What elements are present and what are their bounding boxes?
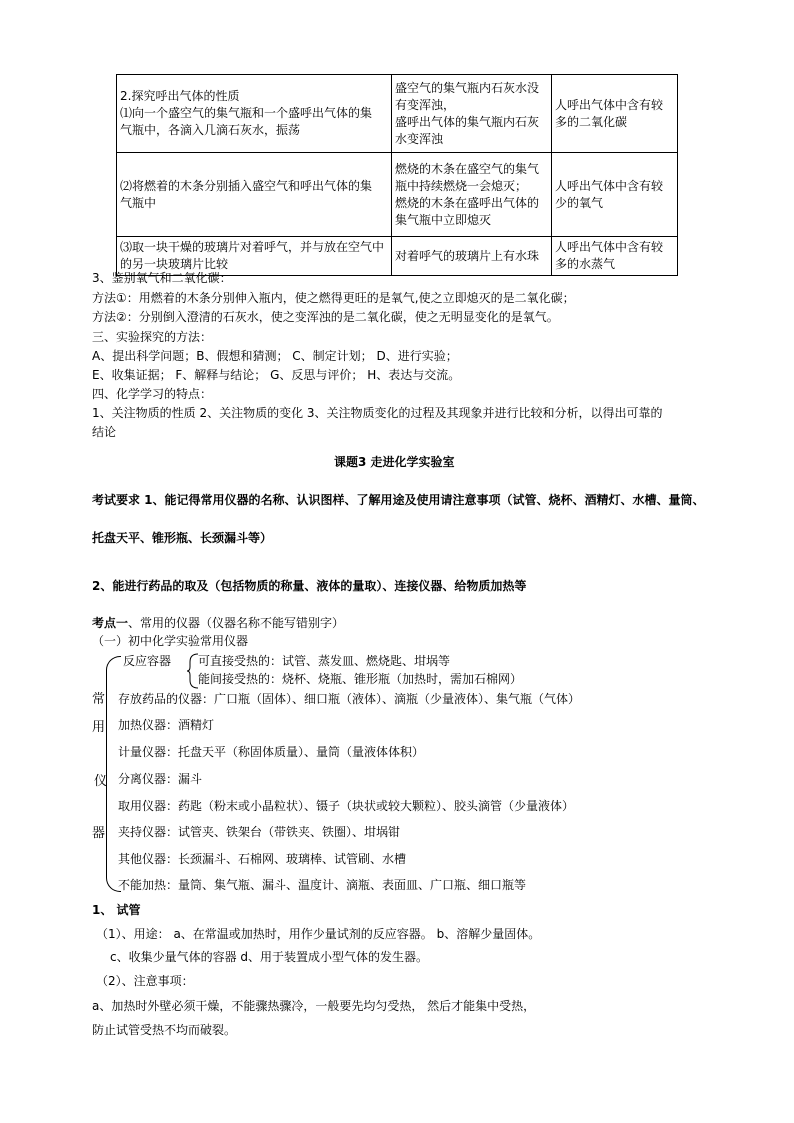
kaodian-title-rest: 、常用的仪器（仪器名称不能写错别字） <box>128 616 345 630</box>
instrument-holding: 夹持仪器：试管夹、铁架台（带铁夹、铁圈）、坩埚钳 <box>118 825 401 839</box>
conclusion-cell <box>552 237 678 276</box>
features-line1: 1、关注物质的性质 2、关注物质的变化 3、关注物质变化的过程及其现象并进行比较和分析，以得出可靠的 <box>92 406 663 420</box>
conclusion-cell <box>552 153 678 237</box>
operation-cell-line: 的另一块玻璃片比较 <box>120 257 229 271</box>
kaodian-sub: （一）初中化学实验常用仪器 <box>92 634 249 648</box>
conclusion-cell-line: 少的氧气 <box>555 195 604 210</box>
test-tube-use-1: （1）、用途： a、在常温或加热时，用作少量试剂的反应容器。 b、溶解少量固体。 <box>96 927 541 941</box>
phenomenon-cell-line: 瓶中持续燃烧一会熄灭； <box>395 178 528 193</box>
reaction-container-label: 反应容器 <box>123 654 172 668</box>
requirements-line1: 考试要求 1、能记得常用仪器的名称、认识图样、了解用途及使用请注意事项（试管、烧杯、酒精灯、水槽、量筒、 <box>92 493 705 507</box>
instrument-measuring: 计量仪器：托盘天平（称固体质量）、量筒（量液体体积） <box>118 745 425 759</box>
section3-method2: 方法②：分别倒入澄清的石灰水，使之变浑浊的是二氧化碳，使之无明显变化的是氧气。 <box>92 310 559 324</box>
indirect-heat: 能间接受热的：烧杯、烧瓶、锥形瓶（加热时，需加石棉网） <box>198 672 523 686</box>
phenomenon-cell-line: 有变浑浊， <box>395 97 456 112</box>
operation-cell-line: ⑶取一块干燥的玻璃片对着呼气，并与放在空气中 <box>120 240 385 254</box>
phenomenon-cell-line: 燃烧的木条在盛呼出气体的 <box>395 195 540 210</box>
table-row <box>117 75 678 153</box>
instrument-separation: 分离仪器：漏斗 <box>118 772 203 786</box>
table-row <box>117 153 678 237</box>
requirements-line3: 2、能进行药品的取及（包括物质的称量、液体的量取）、连接仪器、给物质加热等 <box>92 579 527 593</box>
test-tube-title: 1、 试管 <box>92 903 141 917</box>
conclusion-cell-line: 人呼出气体中含有较 <box>555 97 664 112</box>
instrument-storage: 存放药品的仪器：广口瓶（固体）、细口瓶（液体）、滴瓶（少量液体）、集气瓶（气体） <box>118 692 581 706</box>
features-title: 四、化学学习的特点： <box>92 387 213 401</box>
vertical-char-4: 器 <box>92 826 106 841</box>
test-tube-use-2: c、收集少量气体的容器 d、用于装置成小型气体的发生器。 <box>110 950 429 964</box>
conclusion-cell <box>552 75 678 153</box>
phenomenon-cell-line: 集气瓶中立即熄灭 <box>395 212 492 227</box>
test-tube-note-title: （2）、注意事项： <box>96 974 194 988</box>
methods-line1: A、提出科学问题；B、假想和猜测； C、制定计划； D、进行实验； <box>92 349 458 363</box>
operation-cell-line: 气瓶中 <box>120 195 157 210</box>
operation-cell-line: ⑵将燃着的木条分别插入盛空气和呼出气体的集 <box>120 178 373 193</box>
conclusion-cell-line: 多的水蒸气 <box>555 257 616 271</box>
features-line2: 结论 <box>92 425 117 439</box>
section3-method1: 方法①：用燃着的木条分别伸入瓶内，使之燃得更旺的是氧气,使之立即熄灭的是二氧化碳； <box>92 291 575 305</box>
phenomenon-cell-line: 水变浑浊 <box>395 131 444 146</box>
kaodian-title-bold: 考点一 <box>92 616 129 630</box>
operation-cell <box>117 75 392 153</box>
phenomenon-cell <box>392 153 552 237</box>
direct-heat: 可直接受热的：试管、蒸发皿、燃烧匙、坩埚等 <box>198 654 451 668</box>
instrument-other: 其他仪器：长颈漏斗、石棉网、玻璃棒、试管刷、水槽 <box>118 852 407 866</box>
vertical-char-3: 仪 <box>94 774 108 789</box>
methods-line2: E、收集证据； F、解释与结论； G、反思与评价； H、表达与交流。 <box>92 368 461 382</box>
operation-cell-line: 气瓶中，各滴入几滴石灰水，振荡 <box>120 123 301 137</box>
phenomenon-cell-line: 对着呼气的玻璃片上有水珠 <box>395 248 540 263</box>
test-tube-note-2: 防止试管受热不均而破裂。 <box>92 1023 237 1037</box>
conclusion-cell-line: 人呼出气体中含有较 <box>555 240 664 254</box>
requirements-line2: 托盘天平、锥形瓶、长颈漏斗等） <box>92 531 273 545</box>
section3-title: 3、鉴别氧气和二氧化碳： <box>92 271 232 285</box>
experiment-table <box>116 74 678 276</box>
phenomenon-cell-line: 燃烧的木条在盛空气的集气 <box>395 161 540 176</box>
vertical-char-2: 用 <box>92 720 106 735</box>
phenomenon-cell <box>392 75 552 153</box>
operation-cell-line: ⑴向一个盛空气的集气瓶和一个盛呼出气体的集 <box>120 106 373 120</box>
instrument-no-heat: 不能加热：量筒、集气瓶、漏斗、温度计、滴瓶、表面皿、广口瓶、细口瓶等 <box>118 878 527 892</box>
operation-cell <box>117 153 392 237</box>
phenomenon-cell <box>392 237 552 276</box>
instrument-heating: 加热仪器：酒精灯 <box>118 718 215 732</box>
instrument-taking: 取用仪器：药匙（粉末或小晶粒状）、镊子（块状或较大颗粒）、胶头滴管（少量液体） <box>118 799 575 813</box>
phenomenon-cell-line: 盛呼出气体的集气瓶内石灰 <box>395 114 540 129</box>
conclusion-cell-line: 多的二氧化碳 <box>555 114 628 129</box>
vertical-char-1: 常 <box>92 692 106 707</box>
lesson-title: 课题3 走进化学实验室 <box>334 455 455 469</box>
kaodian-title <box>92 614 344 632</box>
test-tube-note-1: a、加热时外壁必须干燥，不能骤热骤冷，一般要先均匀受热， 然后才能集中受热， <box>92 999 536 1013</box>
phenomenon-cell-line: 盛空气的集气瓶内石灰水没 <box>395 80 540 95</box>
operation-cell-line: 2.探究呼出气体的性质 <box>120 89 240 103</box>
conclusion-cell-line: 人呼出气体中含有较 <box>555 178 664 193</box>
methods-title: 三、实验探究的方法： <box>92 330 213 344</box>
